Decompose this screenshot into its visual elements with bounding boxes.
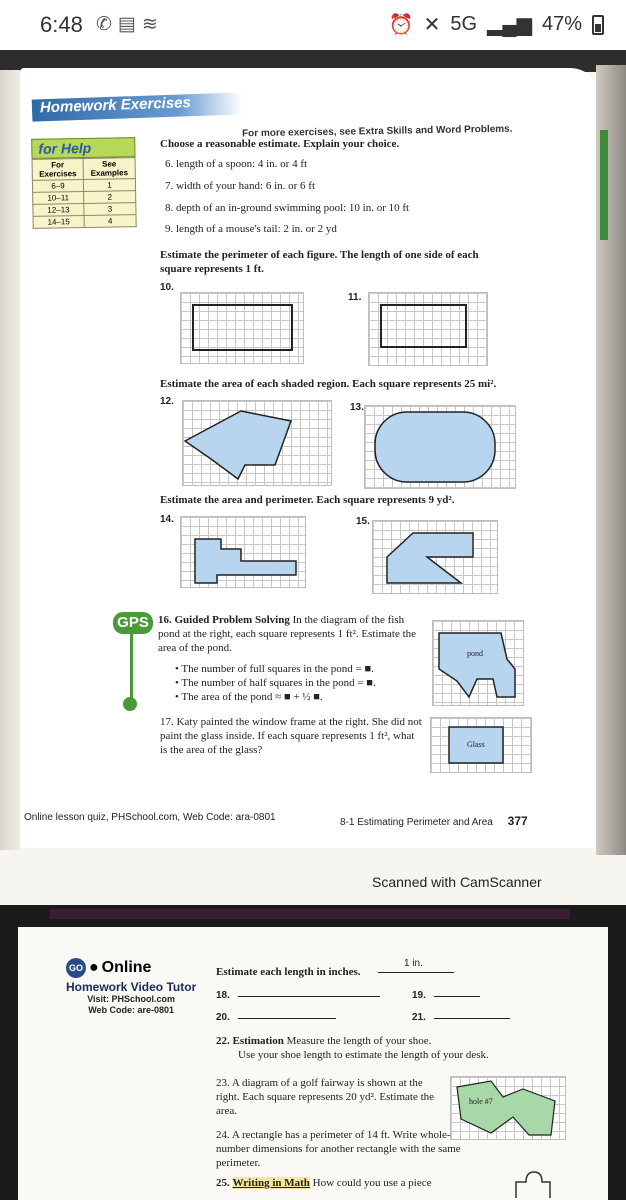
footer-lesson-quiz: Online lesson quiz, PHSchool.com, Web Code: ara-0801 (24, 812, 276, 823)
line-21 (434, 1018, 510, 1019)
question-16-title: 16. Guided Problem Solving (158, 614, 290, 626)
green-tab (600, 130, 608, 240)
table-row: 10–11 2 (33, 191, 136, 205)
battery-icon (592, 15, 604, 35)
label-10: 10. (160, 282, 174, 293)
question-21: 21. (412, 1012, 426, 1023)
estimate-inches-instruction: Estimate each length in inches. (216, 966, 361, 978)
choose-instruction: Choose a reasonable estimate. Explain your choice. (160, 138, 400, 150)
figure-13-shape (365, 406, 517, 490)
label-13: 13. (350, 402, 364, 413)
question-20: 20. (216, 1012, 230, 1023)
writing-in-math-label: Writing in Math (232, 1177, 310, 1189)
alarm-icon: ⏰ (388, 14, 414, 36)
help-header-examples: See Examples (83, 158, 135, 180)
help-box (31, 137, 137, 235)
go-badge: GO (66, 958, 86, 978)
question-22-text1: Measure the length of your shoe. (286, 1035, 432, 1047)
camscanner-watermark: Scanned with CamScanner (372, 874, 542, 890)
label-12: 12. (160, 396, 174, 407)
online-label: Online (101, 959, 152, 976)
figure-14-grid (180, 516, 306, 588)
hole-label: hole #7 (469, 1097, 493, 1106)
figure-13-grid (364, 405, 516, 489)
book-spine (0, 70, 20, 850)
pond-shape (433, 621, 525, 707)
question-16-bullets (175, 662, 435, 704)
video-tutor-label: Homework Video Tutor (66, 980, 197, 994)
status-left-icons (96, 13, 158, 36)
line-19 (434, 996, 480, 997)
question-19: 19. (412, 990, 426, 1001)
visit-label: Visit: PHSchool.com (87, 994, 176, 1004)
go-online-box (66, 958, 196, 1016)
status-time: 6:48 (40, 12, 83, 37)
list-item: • The number of half squares in the pond = ■. (175, 677, 376, 689)
footer-section-title: 8-1 Estimating Perimeter and Area (340, 817, 493, 828)
whatsapp-icon: ✆ (96, 14, 112, 35)
figure-10-grid (180, 292, 304, 364)
ruler-label: 1 in. (404, 958, 423, 969)
mute-icon: ✕ (423, 14, 441, 36)
gps-dot (123, 697, 137, 711)
signal-icon: ▂▄▆ (487, 14, 532, 36)
area-instruction: Estimate the area of each shaded region. Each square represents 25 mi². (160, 378, 497, 390)
figure-15-shape (373, 521, 499, 595)
table-row: 12–13 3 (33, 203, 136, 217)
line-18 (238, 996, 380, 997)
status-right (389, 12, 604, 37)
gps-badge: GPS (113, 612, 153, 634)
perimeter-instruction: Estimate the perimeter of each figure. The length of one side of each square represents 1 ft. (160, 249, 479, 275)
question-17: 17. Katy painted the window frame at the right. She did not paint the glass inside. If each square represents 1 ft², what is the area of the glass? (160, 716, 422, 756)
label-15: 15. (356, 516, 370, 527)
go-online-logo (66, 958, 196, 978)
pond-label: pond (467, 649, 483, 658)
question-8: 8. depth of an in-ground swimming pool: 10 in. or 10 ft (165, 202, 410, 214)
question-25-number: 25. (216, 1177, 230, 1189)
question-6: 6. length of a spoon: 4 in. or 4 ft (165, 158, 308, 170)
question-9: 9. length of a mouse's tail: 2 in. or 2 yd (165, 223, 337, 235)
list-item: • The area of the pond ≈ ■ + ½ ■. (175, 691, 323, 703)
network-type: 5G (450, 13, 478, 35)
question-7: 7. width of your hand: 6 in. or 6 ft (165, 180, 316, 192)
homework-banner: Homework Exercises (32, 92, 243, 121)
question-16 (158, 613, 423, 655)
question-22 (216, 1034, 536, 1062)
question-25-text: How could you use a piece (312, 1177, 432, 1189)
battery-level: 47% (541, 13, 582, 35)
more-exercises-note: For more exercises, see Extra Skills and Word Problems. (241, 123, 513, 140)
label-14: 14. (160, 514, 174, 525)
question-24: 24. A rectangle has a perimeter of 14 ft. Write whole-number dimensions for another rectangle with the same perimeter. (216, 1129, 461, 1169)
table-row: 6–9 1 (32, 179, 135, 193)
footer-section (340, 814, 528, 828)
ruler-1in (378, 972, 454, 973)
figure-12-grid (182, 400, 332, 486)
question-16-text: In the diagram of the fish pond at the right, each square represents 1 ft². Estimate the area of the pond. (158, 614, 417, 654)
figure-10-rectangle (181, 293, 305, 365)
label-11: 11. (348, 292, 362, 303)
question-23: 23. A diagram of a golf fairway is shown at the right. Each square represents 20 yd². Estimate the area. (216, 1077, 435, 1117)
figure-11-rectangle (369, 293, 489, 367)
figure-14-shape (181, 517, 307, 589)
message-icon: ▤ (117, 14, 136, 35)
window-grid (430, 717, 532, 773)
question-22-title: 22. Estimation (216, 1035, 284, 1047)
figure-12-shape (183, 401, 333, 487)
help-table (32, 157, 137, 229)
area-perimeter-instruction: Estimate the area and perimeter. Each square represents 9 yd². (160, 494, 455, 506)
wifi-icon: ≋ (141, 14, 158, 35)
list-item: • The number of full squares in the pond = ■. (175, 663, 374, 675)
page-number: 377 (507, 814, 528, 828)
globe-icon: ● (89, 959, 99, 976)
glass-label: Glass (467, 740, 485, 749)
status-bar (0, 0, 626, 50)
pond-grid (432, 620, 524, 706)
web-code-label: Web Code: are-0801 (88, 1005, 175, 1015)
question-22-text2: Use your shoe length to estimate the length of your desk. (238, 1049, 489, 1061)
question-25 (216, 1176, 516, 1190)
question-18: 18. (216, 990, 230, 1001)
page-divider (0, 905, 626, 927)
table-row: 14–15 4 (33, 215, 136, 229)
figure-15-grid (372, 520, 498, 594)
puzzle-icon (510, 1168, 554, 1200)
line-20 (238, 1018, 336, 1019)
gps-line (130, 634, 133, 700)
figure-11-grid (368, 292, 488, 366)
help-header-exercises: For Exercises (32, 159, 83, 181)
help-title: for Help (31, 137, 135, 159)
